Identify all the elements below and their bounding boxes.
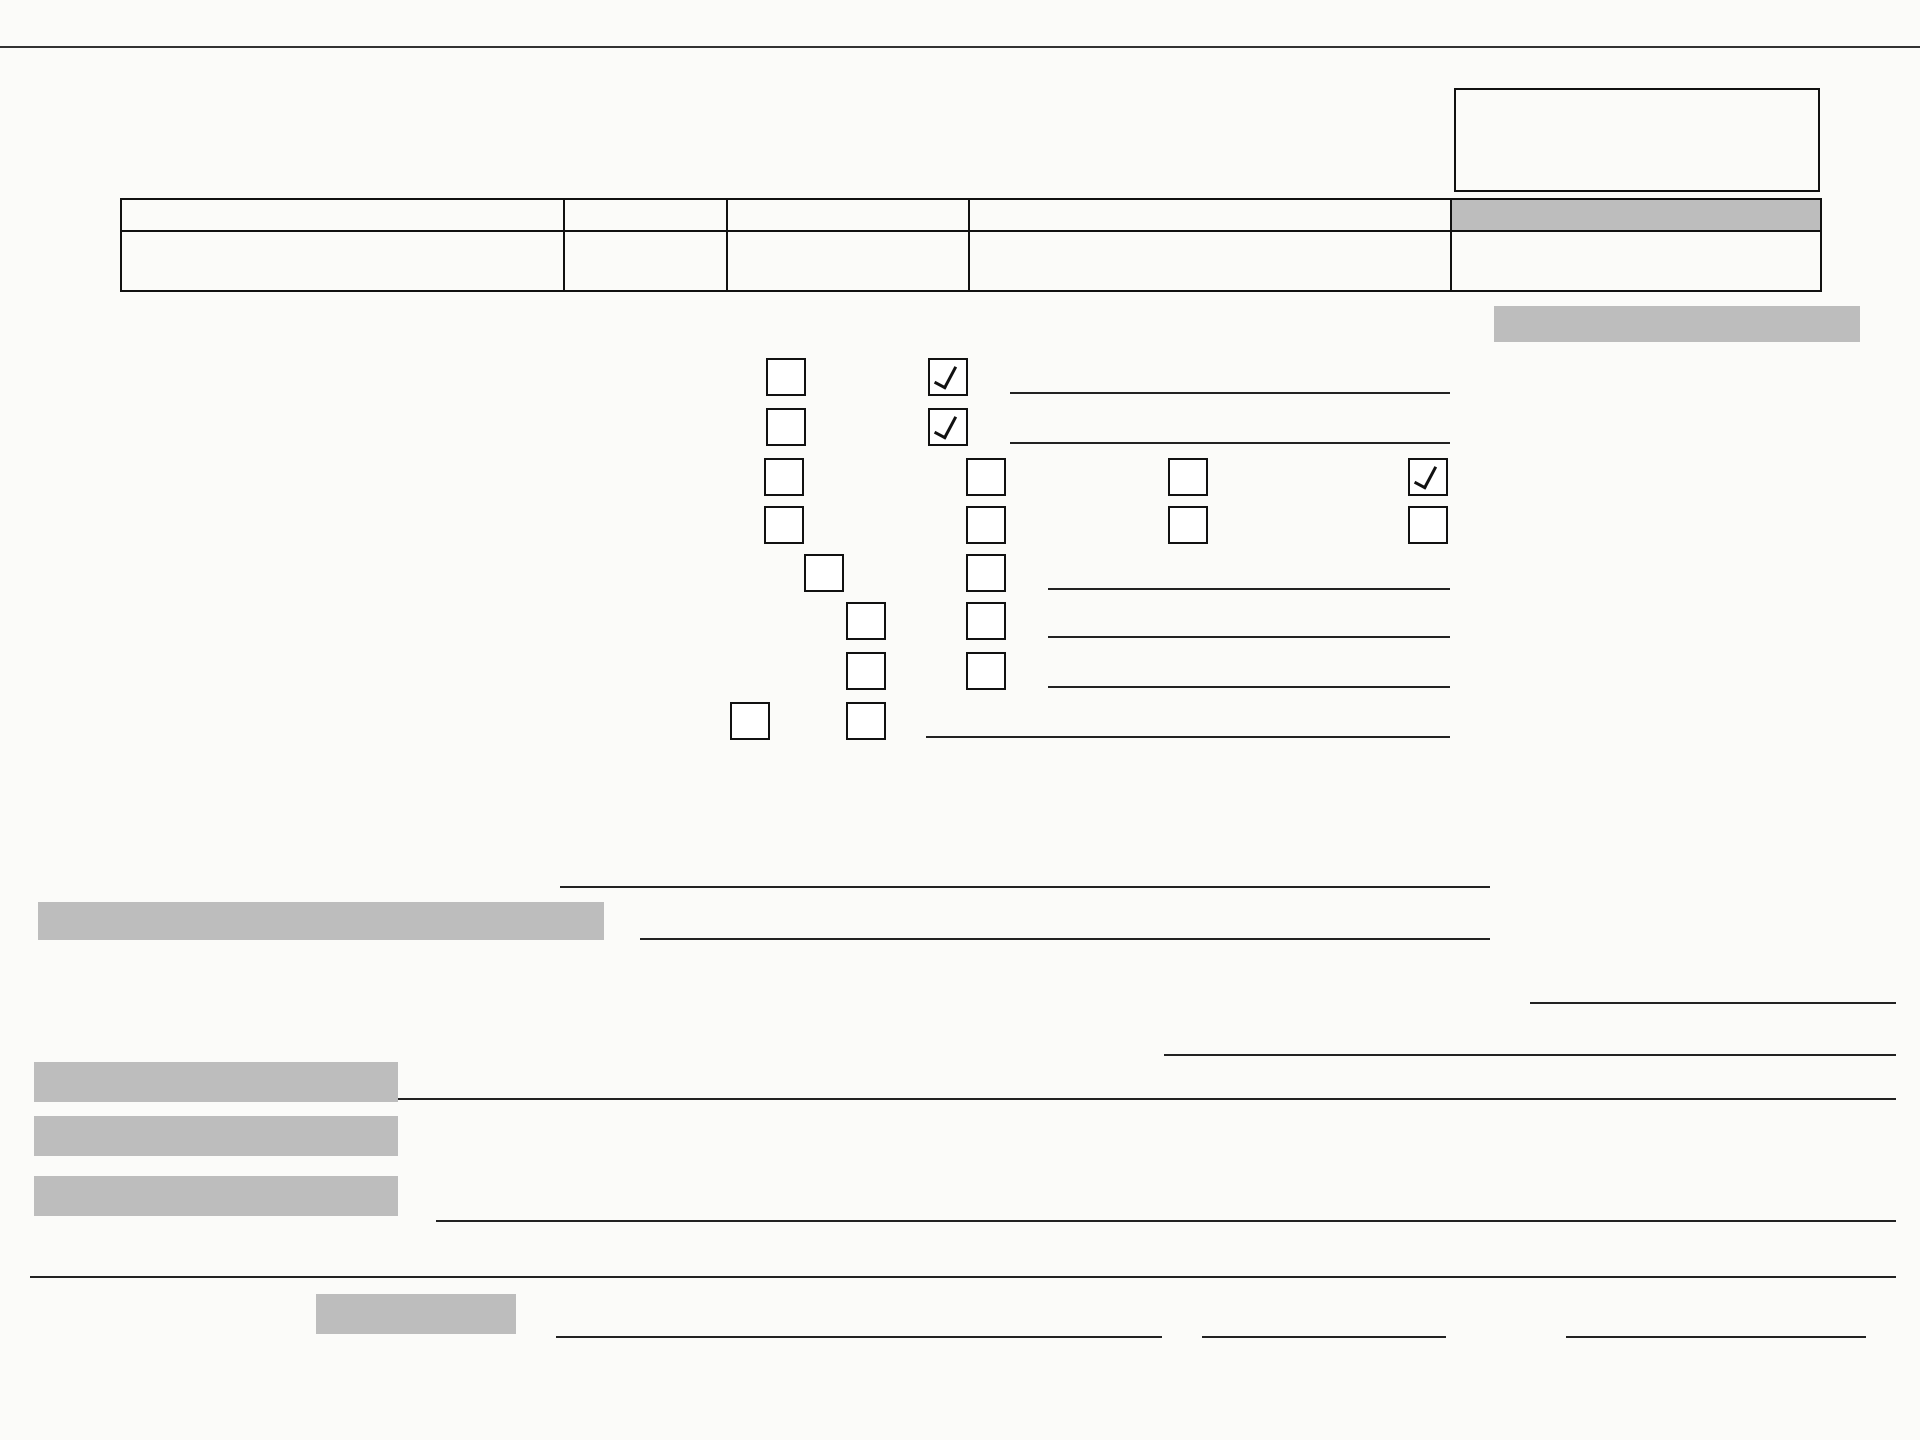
option-checkbox[interactable] (846, 652, 886, 690)
komplekt-title (1494, 306, 1860, 342)
option-checkbox[interactable] (966, 554, 1006, 592)
option-checkbox[interactable] (846, 702, 886, 740)
section-rule (30, 1276, 1896, 1278)
option-checkbox[interactable] (764, 506, 804, 544)
option-checkbox[interactable] (966, 602, 1006, 640)
kpp-line (1530, 1002, 1896, 1004)
question-answer-line (1048, 686, 1450, 688)
col-year (571, 200, 719, 230)
option-checkbox[interactable] (1408, 458, 1448, 496)
question-answer-line (1048, 636, 1450, 638)
question-answer-line (1010, 392, 1450, 394)
question-answer-line (1048, 588, 1450, 590)
removed-from-engine-label (38, 902, 604, 940)
kpp-label (82, 962, 95, 1020)
option-checkbox[interactable] (766, 408, 806, 446)
option-checkbox[interactable] (966, 458, 1006, 496)
top-rule (0, 46, 1920, 48)
option-checkbox[interactable] (966, 506, 1006, 544)
option-checkbox[interactable] (804, 554, 844, 592)
signature-line (1202, 1336, 1446, 1338)
akpp-remarks-label (34, 1116, 398, 1156)
option-checkbox[interactable] (928, 408, 968, 446)
dvs-remarks-line (436, 1220, 1896, 1222)
question-answer-line (1010, 442, 1450, 444)
auto-number-box (1454, 88, 1820, 192)
mkpp-remarks-line (398, 1098, 1896, 1100)
option-checkbox[interactable] (966, 652, 1006, 690)
option-checkbox[interactable] (1408, 506, 1448, 544)
col-model (140, 200, 546, 230)
removed-line (640, 938, 1490, 940)
option-checkbox[interactable] (928, 358, 968, 396)
date-line (1566, 1336, 1866, 1338)
option-checkbox[interactable] (730, 702, 770, 740)
note-line (560, 886, 1490, 888)
option-checkbox[interactable] (766, 358, 806, 396)
fio-line (556, 1336, 1162, 1338)
col-engine-number (989, 200, 1431, 230)
option-checkbox[interactable] (1168, 458, 1208, 496)
col-odometer (1467, 200, 1805, 230)
question-answer-line (926, 736, 1450, 738)
option-checkbox[interactable] (1168, 506, 1208, 544)
dvs-remarks-label (34, 1176, 398, 1216)
vehicle-header-table (120, 198, 1822, 292)
akpp-line (1164, 1054, 1896, 1056)
option-checkbox[interactable] (764, 458, 804, 496)
tested-label (316, 1294, 516, 1334)
col-volume (737, 200, 958, 230)
mkpp-remarks-label (34, 1062, 398, 1102)
option-checkbox[interactable] (846, 602, 886, 640)
